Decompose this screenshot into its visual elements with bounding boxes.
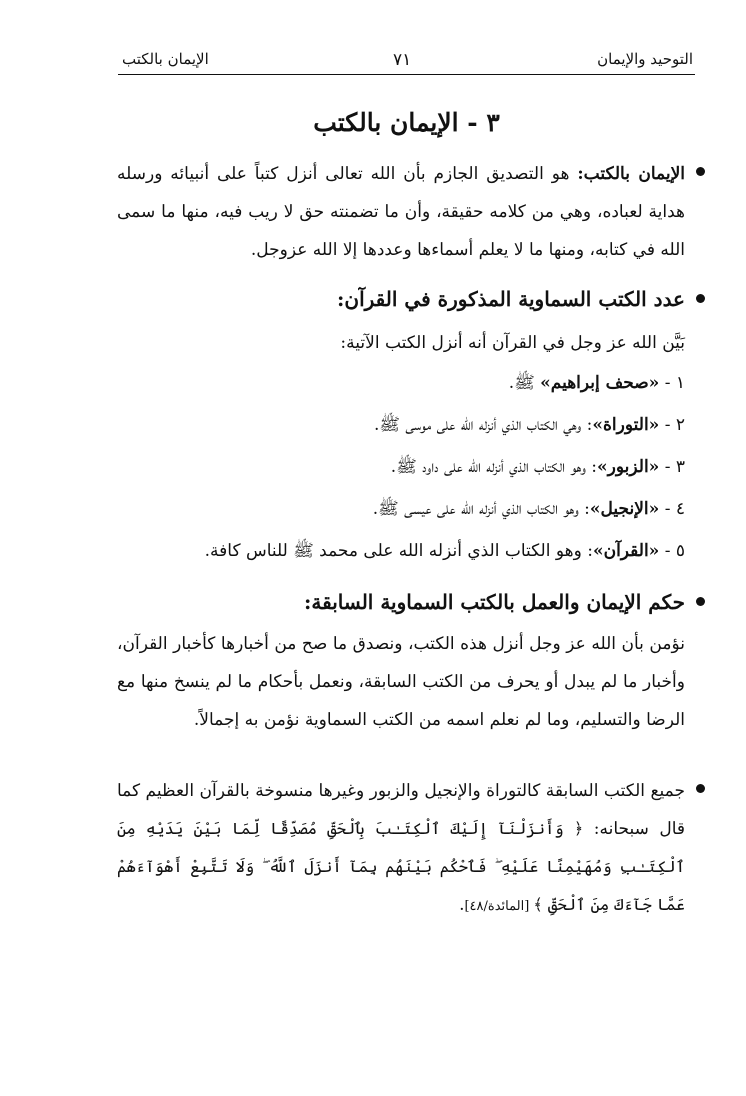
running-header-section-title: الإيمان بالكتب xyxy=(122,50,209,68)
definition-term: الإيمان بالكتب: xyxy=(577,164,685,184)
running-header-book-title: التوحيد والإيمان xyxy=(597,50,693,68)
count-section-heading: عدد الكتب السماوية المذكورة في القرآن: xyxy=(117,284,685,314)
book-list-item: ٢ - «التوراة»: وهي الكتاب الذي أنزله الله على موسى ﷺ. xyxy=(373,415,685,435)
chapter-title: ٣ - الإيمان بالكتب xyxy=(313,108,500,137)
page-number: ٧١ xyxy=(393,50,412,70)
book-list-item: ٥ - «القرآن»: وهو الكتاب الذي أنزله الله على محمد ﷺ للناس كافة. xyxy=(204,541,685,561)
abrogation-paragraph: جميع الكتب السابقة كالتوراة والإنجيل والزبور وغيرها منسوخة بالقرآن العظيم كما قال سبحانه: ﴿ وَأَنزَلْنَآ إِلَيْكَ ٱلْكِتَـٰبَ بِٱلْحَقِّ مُصَدِّقًا لِّمَا بَيْنَ يَدَيْهِ مِنَ ٱلْكِتَـٰبِ وَمُهَيْمِنًا عَلَيْهِ ۖ فَٱحْكُم بَيْنَهُم بِمَآ أَنزَلَ ٱللَّهُ ۖ وَلَا تَتَّبِعْ أَهْوَآءَهُمْ عَمَّا جَآءَكَ مِنَ ٱلْحَقِّ ﴾ [المائدة/٤٨]. xyxy=(117,772,685,926)
book-list-item: ١ - «صحف إبراهيم» ﷺ. xyxy=(508,373,685,393)
quran-verse: ﴿ وَأَنزَلْنَآ إِلَيْكَ ٱلْكِتَـٰبَ بِٱلْحَقِّ مُصَدِّقًا لِّمَا بَيْنَ يَدَيْهِ مِنَ ٱلْكِتَـٰبِ وَمُهَيْمِنًا عَلَيْهِ ۖ فَٱحْكُم بَيْنَهُم بِمَآ أَنزَلَ ٱللَّهُ ۖ وَلَا تَتَّبِعْ أَهْوَآءَهُمْ عَمَّا جَآءَكَ مِنَ ٱلْحَقِّ ﴾ xyxy=(117,819,685,914)
ruling-paragraph: نؤمن بأن الله عز وجل أنزل هذه الكتب، ونصدق ما صح من أخبارها كأخبار القرآن، وأخبار ما لم يبدل أو يحرف من الكتب السابقة، ونعمل بأحكام ما لم ينسخ منها مع الرضا والتسليم، وما لم نعلم اسمه من الكتب السماوية نؤمن به إجمالاً. xyxy=(117,634,685,730)
bullet-icon xyxy=(696,597,705,606)
definition-paragraph xyxy=(117,155,685,269)
bullet-icon xyxy=(696,784,705,793)
ruling-section-heading: حكم الإيمان والعمل بالكتب السماوية السابقة: xyxy=(117,587,685,617)
verse-reference: [المائدة/٤٨] xyxy=(464,899,534,914)
bullet-icon xyxy=(696,294,705,303)
abrogation-text: جميع الكتب السابقة كالتوراة والإنجيل والزبور وغيرها منسوخة بالقرآن العظيم كما قال سبحانه: xyxy=(117,781,685,839)
count-section-intro: بَيَّن الله عز وجل في القرآن أنه أنزل الكتب الآتية: xyxy=(340,333,685,353)
definition-text: هو التصديق الجازم بأن الله تعالى أنزل كتباً على أنبيائه ورسله هداية لعباده، وهي من كلامه حقيقة، وأن ما تضمنته حق لا ريب فيه، منها ما سمى الله في كتابه، ومنها ما لا يعلم أسماءها وعددها إلا الله عزوجل. xyxy=(117,164,685,260)
book-list-item: ٣ - «الزبور»: وهو الكتاب الذي أنزله الله على داود ﷺ. xyxy=(390,457,685,477)
bullet-icon xyxy=(696,167,705,176)
header-divider xyxy=(118,74,695,75)
book-list-item: ٤ - «الإنجيل»: وهو الكتاب الذي أنزله الله على عيسى ﷺ. xyxy=(372,499,685,519)
